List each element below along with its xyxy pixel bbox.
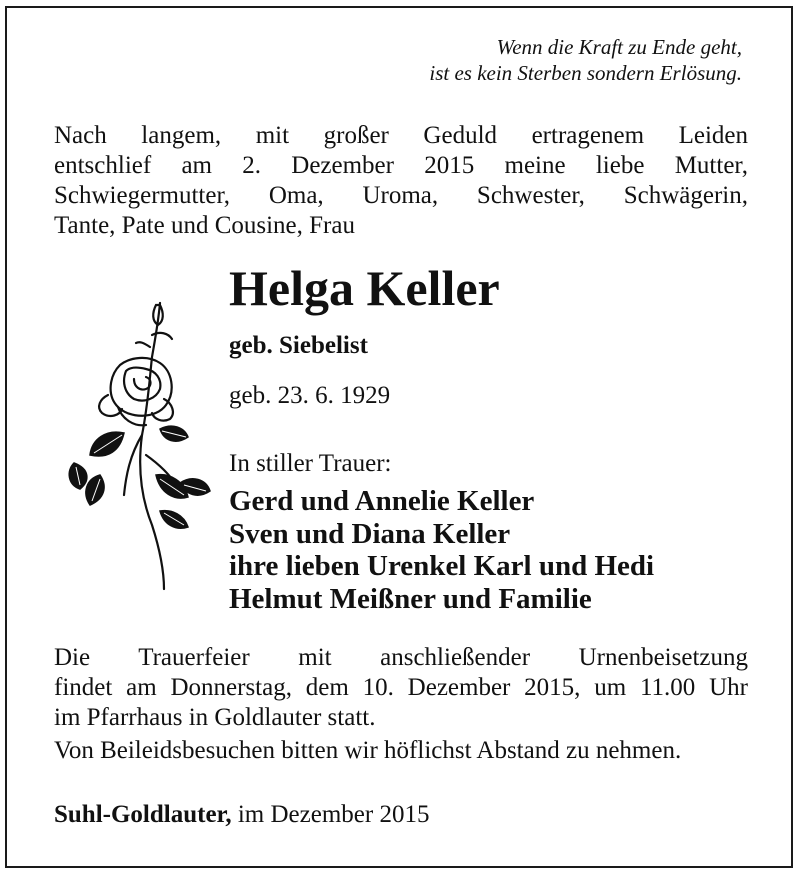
mourner-name: ihre lieben Urenkel Karl und Hedi xyxy=(229,550,655,582)
closing-date: im Dezember 2015 xyxy=(237,801,430,828)
visits-note: Von Beileidsbesuchen bitten wir höflichst Abstand zu nehmen. xyxy=(54,737,682,764)
service-paragraph xyxy=(54,643,748,733)
intro-line: Tante, Pate und Cousine, Frau xyxy=(54,212,355,239)
quote-line: Wenn die Kraft zu Ende geht, xyxy=(496,35,742,59)
birth-date: geb. 23. 6. 1929 xyxy=(229,382,391,409)
mourner-name: Sven und Diana Keller xyxy=(229,517,511,550)
epigraph-quote xyxy=(429,34,742,86)
service-line: Die Trauerfeier mit anschließender Urnenbeisetzung xyxy=(54,644,748,671)
mourning-heading: In stiller Trauer: xyxy=(229,450,392,477)
mourner-name: Helmut Meißner und Familie xyxy=(229,582,592,615)
intro-line: Nach langem, mit großer Geduld ertragenem Leiden xyxy=(54,122,748,149)
intro-line: entschlief am 2. Dezember 2015 meine liebe Mutter, xyxy=(54,152,748,179)
closing-place: Suhl-Goldlauter, xyxy=(54,801,232,828)
intro-line: Schwiegermutter, Oma, Uroma, Schwester, Schwägerin, xyxy=(54,182,748,209)
maiden-name: geb. Siebelist xyxy=(229,332,368,359)
service-line: findet am Donnerstag, dem 10. Dezember 2015, um 11.00 Uhr xyxy=(54,674,748,701)
mourner-name: Gerd und Annelie Keller xyxy=(229,485,535,517)
service-line: im Pfarrhaus in Goldlauter statt. xyxy=(54,704,376,731)
mourners-list xyxy=(229,485,654,615)
intro-paragraph xyxy=(54,121,748,241)
rose-icon xyxy=(60,295,220,595)
quote-line: ist es kein Sterben sondern Erlösung. xyxy=(429,61,742,85)
deceased-name: Helga Keller xyxy=(229,260,500,316)
closing-line xyxy=(54,800,429,830)
